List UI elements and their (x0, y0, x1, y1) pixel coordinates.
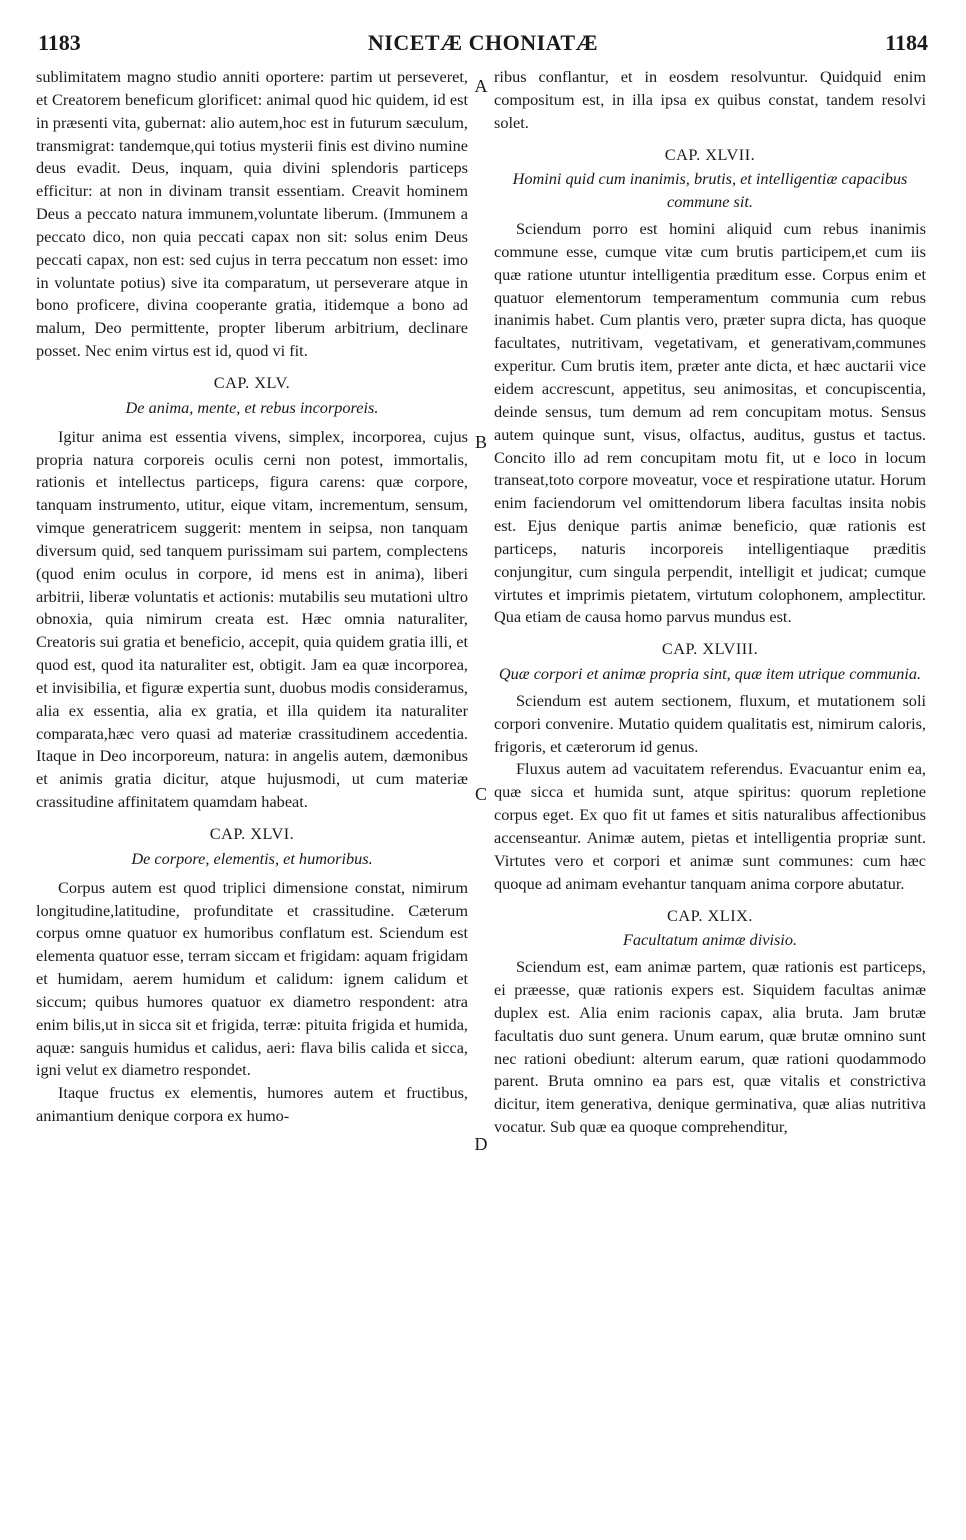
left-column (36, 66, 468, 1128)
margin-marker-a: A (474, 76, 488, 96)
margin-marker-d: D (474, 1134, 488, 1154)
margin-marker-b: B (474, 432, 487, 452)
intro-paragraph: sublimitatem magno studio anniti oportere: partim ut perseveret, et Creatorem beneficum glorificet: animal quod hic quidem, id est in præsenti vita, gubernat: alio autem,hoc est in futurum sæculum, transmigrat: tandemque,qui totius mysterii finis est divino numine deus evadit. Deus, inquam, quia divini splendoris particeps efficitur: at non in divinam transit essentiam. Creavit hominem Deus a peccato natura immunem,voluntate liberum. (Immunem a peccato dico, non quia peccati capax non sit: solus enim Deus peccati capax, non est: sed cujus in terra peccatum non esset: imo in voluntate potius) sive ita comparatum, ut perseverare atque in bono proficere, divina cooperante gratia, itidemque a bono ad malum, Deo permittente, propter liberum arbitrium, declinare posset. Nec enim virtus est id, quod vi fit. (36, 67, 468, 361)
running-title: NICETÆ CHONIATÆ (367, 30, 599, 55)
chapter-subtitle-47: Homini quid cum inanimis, brutis, et intelligentiæ capacibus commune sit. (512, 169, 908, 212)
chapter-subtitle-49: Facultatum animæ divisio. (622, 930, 798, 950)
chapter-47-paragraph: Sciendum porro est homini aliquid cum rebus inanimis commune esse, cumque vitæ cum brutis participem,et cum iis quæ ratione utuntur intelligentia præditum esse. Corpus enim et quatuor elementorum temperamentum communia cum rebus inanimis habet. Cum plantis vero, præter supra dicta, has quoque facultates, nutritivam, vegetativam, et generativam,communes experitur. Cum brutis item, præter ante dicta, et hæc auctarii vice eidem accrescunt, appetitus, seu animositas, et concupiscentia, deinde sensus, tum demum ad rem concupitam motus. Sensus autem quinque sunt, visus, olfactus, auditus, gustus et tactus. Concito illo ad rem concupitam motu fit, ut e loco in locum transeat,toto corpore moveatur, voce et respiratione utatur. Horum enim faciendorum vel omittendorum libera facultas insita nobis est. Ejus denique partis animæ beneficio, quæ rationis est particeps, naturis incorporeis intelligentiaque præditis conjungitur, cum singula perpendit, intelligit et judicat; cumque virtutes et imprimis pietatem, virtutum colophonem, amplectitur. Qua etiam de causa homo parvus mundus est. (494, 219, 926, 627)
right-column (494, 66, 926, 1139)
chapter-heading-48: CAP. XLVIII. (661, 639, 759, 659)
chapter-49-paragraph: Sciendum est, eam animæ partem, quæ rationis est particeps, ei præesse, quæ rationis expers est. Siquidem facultas animæ duplex est. Alia enim racionis capax, alia bruta. Jam brutæ facultatis duo sunt genera. Unum earum, quæ brutæ omnino sunt nec rationi obediunt: alterum earum, quæ rationi quodammodo parent. Bruta omnino ea pars est, quæ vitalis et constrictiva dicitur, item generativa, denique germinativa, quæ alias nutritiva vocatur. Sub quæ ea quoque comprehenditur, (494, 957, 926, 1137)
chapter-48-paragraph: Sciendum est autem sectionem, fluxum, et mutationem soli corpori convenire. Mutatio quidem qualitatis est, nimirum caloris, frigoris, et cæterorum id genus. (494, 690, 926, 756)
chapter-subtitle-48: Quæ corpori et animæ propria sint, quæ item utrique communia. (498, 664, 922, 684)
chapter-subtitle-45: De anima, mente, et rebus incorporeis. (125, 397, 379, 417)
chapter-heading-45: CAP. XLV. (213, 372, 291, 392)
chapter-heading-46: CAP. XLVI. (209, 824, 295, 843)
continuation-paragraph: ribus conflantur, et in eosdem resolvuntur. Quidquid enim compositum est, in illa ipsa ex quibus constat, tandem resolvi solet. (494, 67, 926, 132)
chapter-45-paragraph: Igitur anima est essentia vivens, simplex, incorporea, cujus propria natura corporeis oculis cerni non potest, immortalis, rationis et intellectus particeps, figura carens: quæ corpore, tanquam instrumento, utitur, eique vitam, incrementum, sensum, vimque generatricem suggerit: mentem in seipsa, non tanquam diversum quid, sed tanquem purissimam sui partem, complectens (quod enim oculus in corpore, id mens est in anima), liberi arbitrii, liberæ voluntatis et actionis: mutabilis seu mutationi ultro obnoxia, quia nimirum creata est. Hæc omnia naturaliter, Creatoris sui gratia et beneficio, accepit, quia quidem gratia illi, et quod est, quod ita naturaliter est, obtigit. Jam ea quæ incorporea, et invisibilia, et figuræ expertia sunt, duobus modis consideramus, alia ex essentia, alia ex gratia, et illa quidem ita naturaliter comparata,hæc vero quasi ad materiæ crassitudinem accedentia. Itaque in Deo incorporeum, natura: in angelis autem, dæmonibus et animis gratia dicitur, atque hujusmodi, ut cum materiæ crassitudine affinitatem quamdam habeat. (36, 426, 468, 812)
chapter-48-paragraph-2: Fluxus autem ad vacuitatem referendus. Evacuantur enim ea, quæ sicca et humida sunt, atque spiritus: quorum repletione corpus eget. Ex quo fit ut fames et sitis naturalibus affectionibus accenseantur. Animæ autem, pietas et intelligentia propriæ sunt. Virtutes vero et corpori et animæ sunt communes: cum hæc quoque ad animam evehantur tanquam anima corpore abutatur. (494, 759, 926, 893)
margin-marker-c: C (474, 784, 487, 804)
page-number-right: 1184 (885, 30, 928, 55)
chapter-46-paragraph: Corpus autem est quod triplici dimensione constat, nimirum longitudine,latitudine, profunditate et crassitudine. Cæterum corpus omne quatuor ex humoribus conflatum est. Sciendum est elementa quatuor esse, terram siccam et frigidam: aquam frigidam et humidam, aerem humidum et calidum: ignem calidum et siccum; quibus humores quatuor ex diametro respondent: atra enim bilis,ut in sicca sit et frigida, terræ: pituita frigida et humida, aquæ: sanguis humidus et calidus, aeri: flava bilis calida et sicca, igni velut ex diametro respondet. (36, 877, 468, 1080)
chapter-subtitle-46: De corpore, elementis, et humoribus. (131, 848, 373, 868)
chapter-heading-47: CAP. XLVII. (664, 144, 756, 164)
page-number-left: 1183 (38, 30, 81, 55)
chapter-heading-49: CAP. XLIX. (667, 905, 753, 925)
chapter-46-paragraph-2: Itaque fructus ex elementis, humores autem et fructibus, animantium denique corpora ex humo- (36, 1083, 468, 1126)
running-header (38, 30, 928, 58)
